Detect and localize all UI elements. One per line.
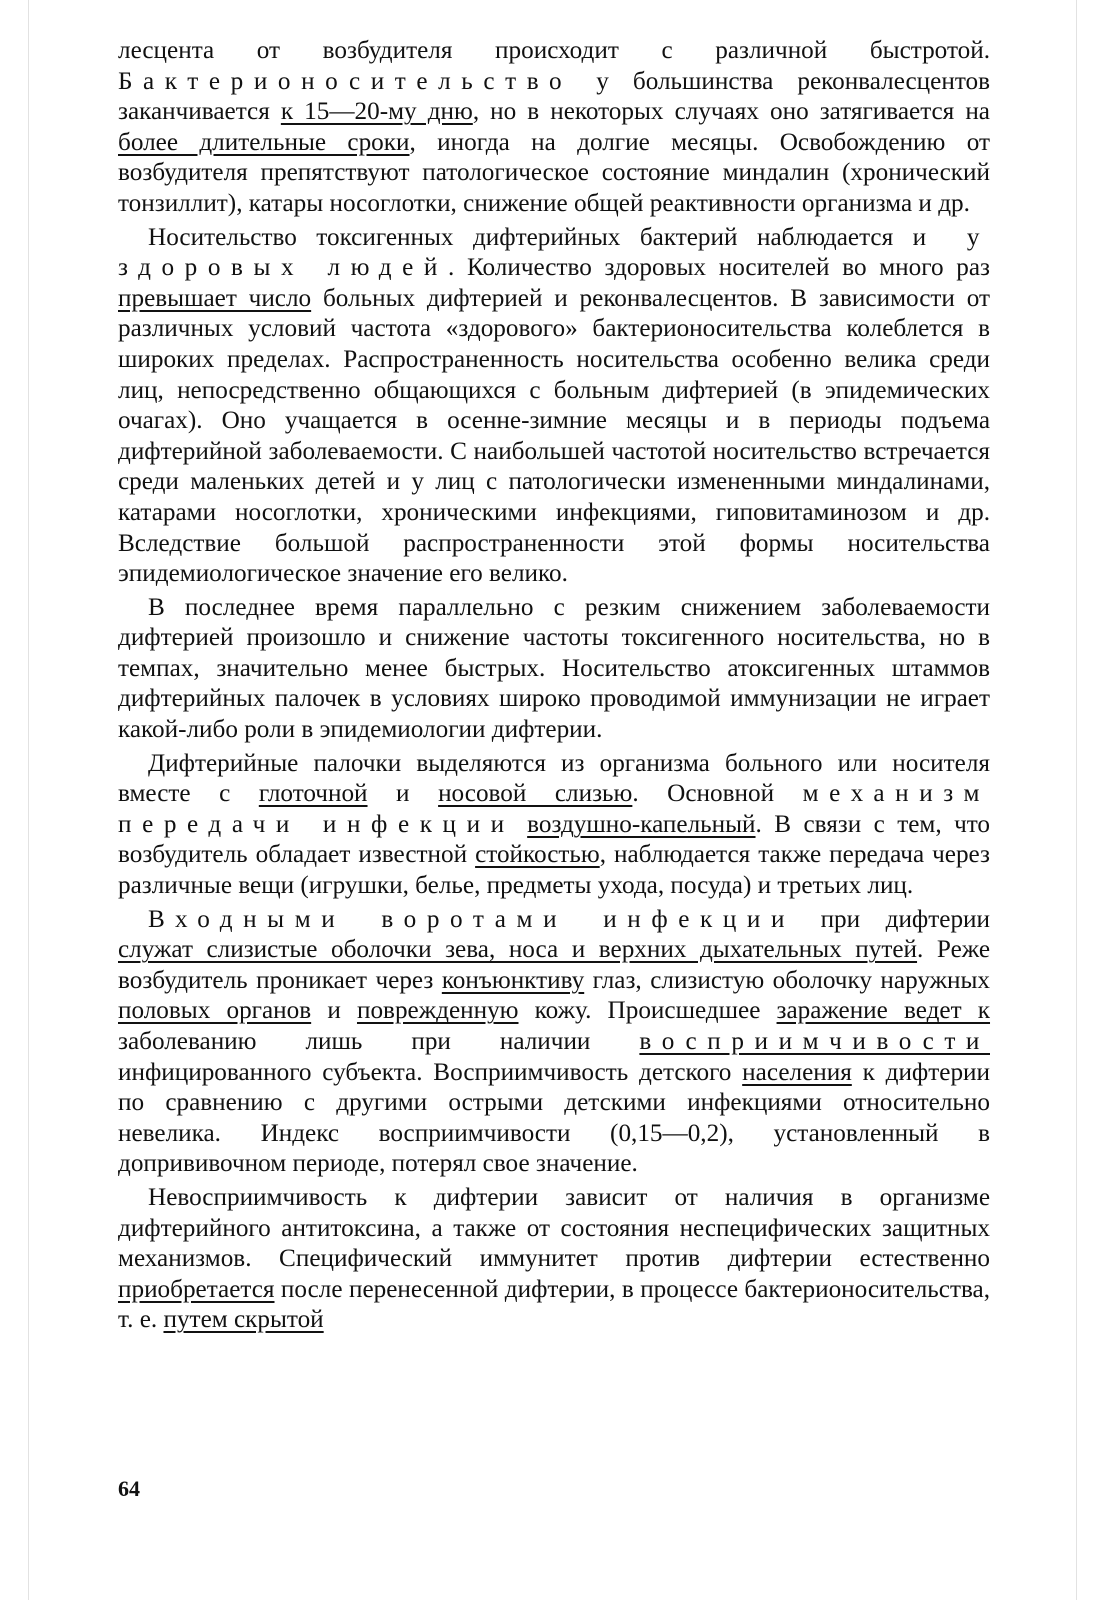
text-run: и <box>311 997 357 1025</box>
text-run: заболеванию лишь при наличии <box>118 1028 640 1055</box>
paragraph-3 <box>118 593 990 746</box>
spaced-term: механизм передачи инфекции <box>118 780 990 838</box>
paragraph-6 <box>118 1183 990 1336</box>
underlined-text: стойкостью <box>475 841 600 869</box>
paragraph-1 <box>118 36 990 220</box>
underlined-text: населения <box>742 1058 852 1086</box>
underlined-text: конъюнктиву <box>441 966 585 994</box>
text-run: глаз, слизистую оболочку наружных <box>584 966 990 994</box>
underlined-text: половых органов <box>118 997 312 1025</box>
spaced-term: и у здоровых людей <box>118 223 990 282</box>
text-run: . Реже возбудитель проникает через <box>118 936 990 994</box>
spaced-term: восприимчивости <box>639 1028 990 1055</box>
page-edge-left <box>28 0 29 1600</box>
underlined-text: глоточной <box>258 780 368 808</box>
text-run: у большинства реконвалесцентов заканчивается <box>118 67 990 126</box>
text-run: кожу. Происшедшее <box>518 997 777 1025</box>
text-run: лесцента от возбудителя происходит с различной быстротой. <box>118 37 990 64</box>
page-edge-right <box>1076 0 1077 1600</box>
underlined-text: более длительные сроки <box>118 128 410 156</box>
underlined-text: путем скрытой <box>163 1306 324 1334</box>
paragraph-5 <box>118 905 990 1180</box>
text-run: В последнее время параллельно с резким снижением заболеваемости дифтерией произошло и снижение частоты токсигенного носительства, но в темпах, значительно менее быстрых. Носительство атоксигенных штаммов дифтерийных палочек в условиях широко проводимой иммунизации не играет какой-либо роли в эпидемиологии дифтерии. <box>118 593 990 744</box>
text-run: после перенесенной дифтерии, в процессе бактерионосительства, т. е. <box>118 1275 990 1334</box>
text-run: , наблюдается также передача через различные вещи (игрушки, белье, предметы ухода, посуда) и третьих лиц. <box>118 841 990 900</box>
text-run: . Основной <box>632 780 803 808</box>
text-run: к дифтерии по сравнению с другими острыми детскими инфекциями относительно невелика. Индекс восприимчивости (0,15—0,2), установленный в допрививочном периоде, потерял свое значение. <box>118 1058 990 1178</box>
paragraph-4 <box>118 749 990 902</box>
underlined-text: воздушно-капельный <box>527 810 756 838</box>
underlined-text: к 15—20-му дню <box>280 98 473 126</box>
underlined-text: превышает число <box>118 284 312 312</box>
underlined-text: заражение ведет к <box>776 997 991 1025</box>
text-run: Невосприимчивость к дифтерии зависит от наличия в организме дифтерийного антитоксина, а также от состояния неспецифических защитных механизмов. Специфический иммунитет против дифтерии естественно <box>118 1183 990 1273</box>
underlined-text: носовой слизью <box>438 780 633 808</box>
text-run <box>515 811 527 838</box>
text-run: , иногда на долгие месяцы. Освобождению от возбудителя препятствуют патологическое состояние миндалин (хронический тонзиллит), катары носоглотки, снижение общей реактивности организма и др. <box>118 128 990 217</box>
paragraph-2 <box>118 223 990 590</box>
text-run: инфицированного субъекта. Восприимчивость детского <box>118 1058 743 1086</box>
spaced-term: Входными воротами инфекции <box>148 905 796 933</box>
text-run: . В связи с тем, что возбудитель обладает известной <box>118 810 991 869</box>
text-run: и <box>367 780 439 808</box>
text-run: Дифтерийные палочки выделяются из организма больного или носителя вместе с <box>118 749 990 808</box>
spaced-term: Бактерионосительство <box>118 67 573 95</box>
underlined-text: служат слизистые оболочки зева, носа и верхних дыхательных путей <box>118 936 918 964</box>
text-run: при дифтерии <box>795 905 990 933</box>
text-run: Носительство токсигенных дифтерийных бактерий наблюдается <box>148 223 913 251</box>
text-run: . Количество здоровых носителей во много раз <box>447 254 990 282</box>
page-number: 64 <box>118 1476 140 1501</box>
underlined-text: приобретается <box>118 1275 275 1303</box>
underlined-text: поврежденную <box>356 997 519 1025</box>
text-run: , но в некоторых случаях оно затягивается на <box>472 98 990 126</box>
text-block <box>118 36 990 1336</box>
text-run: больных дифтерией и реконвалесцентов. В зависимости от различных условий частота «здорового» бактерионосительства колеблется в широких пределах. Распространенность носительства особенно велика среди лиц, непосредственно общающихся с больным дифтерией (в эпидемических очагах). Оно учащается в осенне-зимние месяцы и в периоды подъема дифтерийной заболеваемости. С наибольшей частотой носительство встречается среди маленьких детей и у лиц с патологически измененными миндалинами, катарами носоглотки, хроническими инфекциями, гиповитаминозом и др. Вследствие большой распространенности этой формы носительства эпидемиологическое значение его велико. <box>118 284 990 588</box>
